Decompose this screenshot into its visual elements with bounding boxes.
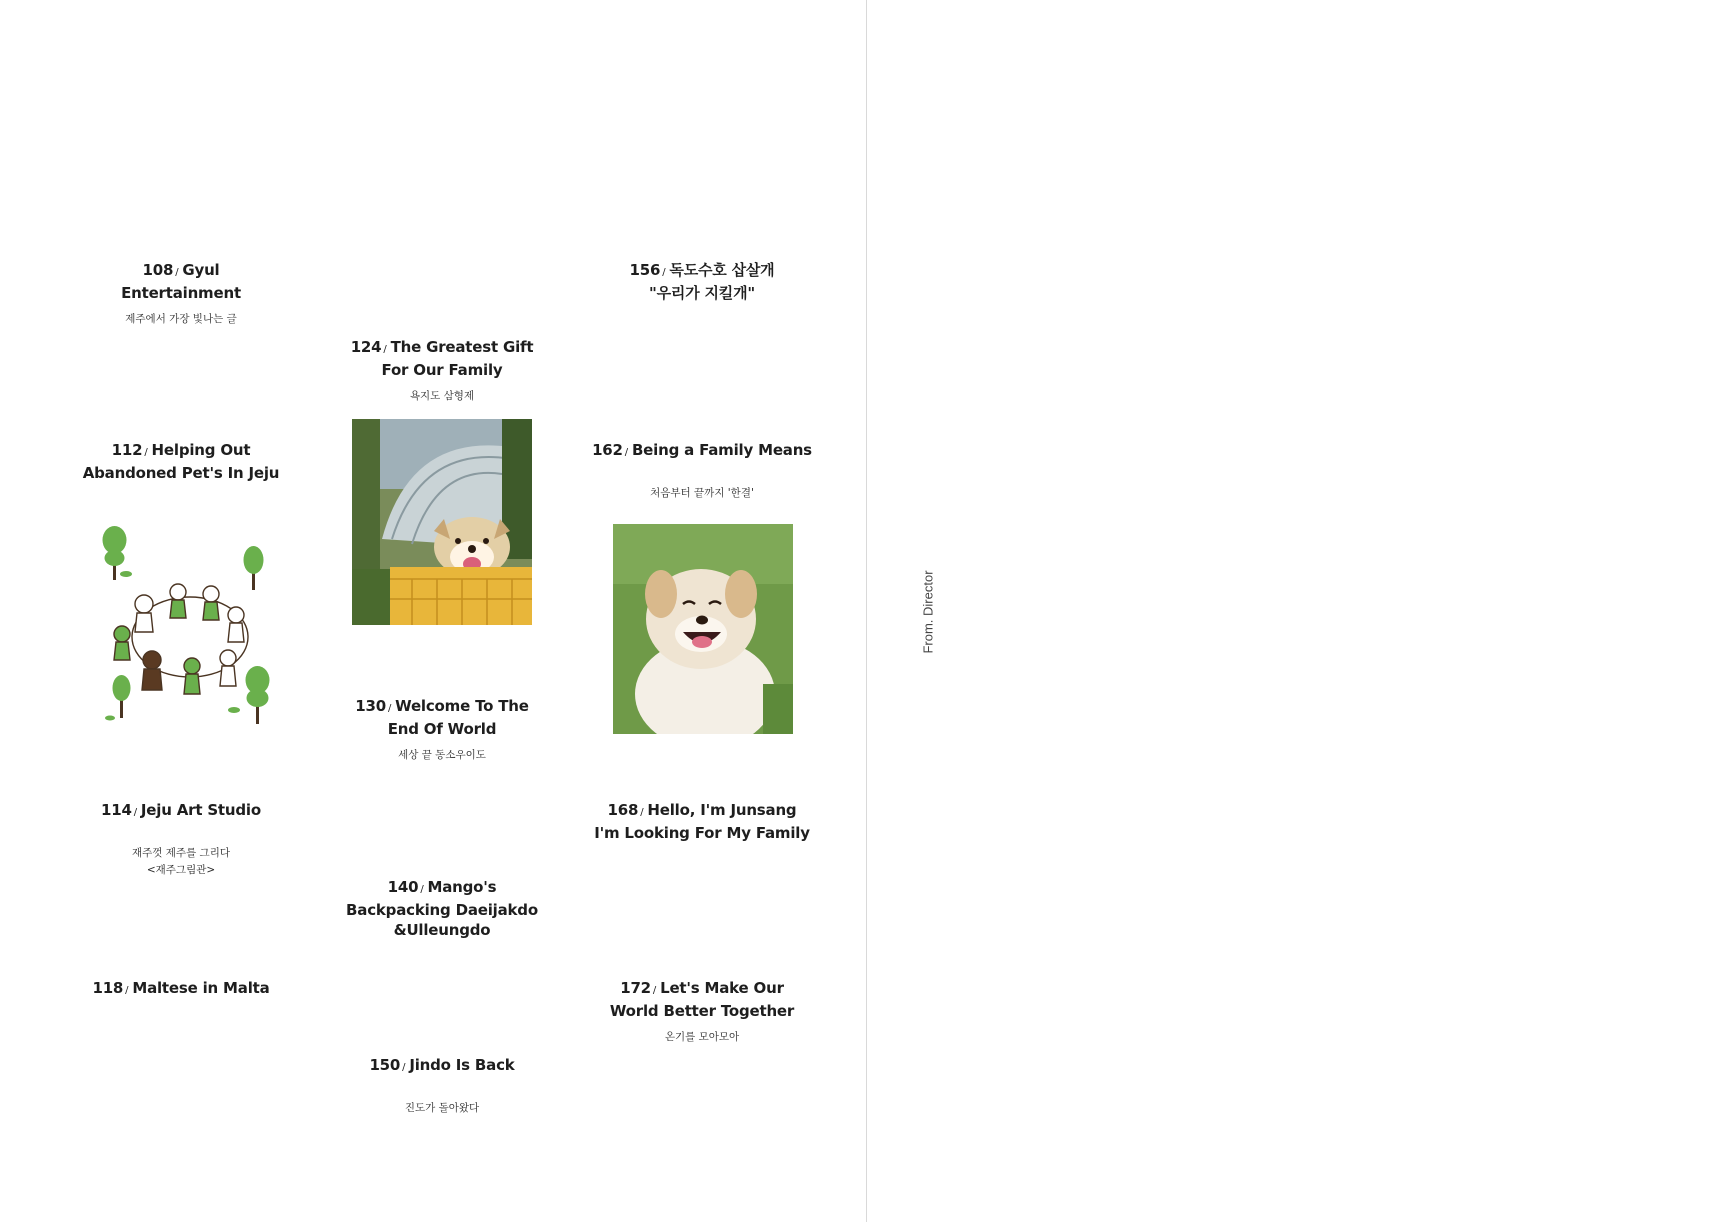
figure-icon [114,584,244,694]
page-number: 150 [369,1056,401,1074]
entry-subtitle: 제주에서 가장 빛나는 글 [125,313,237,325]
page-number: 114 [101,801,132,819]
entry-heading: Let's Make Our World Better Together [609,979,795,1020]
entry-heading: Welcome To The End Of World [387,697,529,738]
entry-heading: The Greatest Gift For Our Family [381,338,534,379]
entry-title: 108 / Gyul Entertainment [121,261,241,302]
page-number: 162 [592,441,623,459]
entry-title: 168 / Hello, I'm Junsang I'm Looking For My Family [594,801,810,842]
entry-156[interactable] [587,260,817,303]
entry-title: 114 / Jeju Art Studio [101,801,261,819]
entry-140[interactable] [327,877,557,940]
entry-124[interactable] [327,337,557,405]
entry-heading: Hello, I'm Junsang I'm Looking For My Family [594,801,810,842]
entry-subtitle: 온기를 모아모아 [664,1031,740,1043]
entry-130[interactable] [327,696,557,764]
page-number: 112 [111,441,143,459]
entry-heading: Jindo Is Back [409,1056,515,1074]
entry-162[interactable] [587,440,817,502]
entry-subtitle: 진도가 돌아왔다 [404,1102,480,1114]
page-number: 168 [607,801,639,819]
entry-title: 130 / Welcome To The End Of World [355,697,529,738]
entry-subtitle: 세상 끝 동소우이도 [398,749,486,761]
entry-title: 172 / Let's Make Our World Better Together [609,979,795,1020]
entry-heading: Mango's Backpacking Daeijakdo &Ulleungdo [346,878,538,939]
dog-in-crate-photo [352,419,532,625]
entry-114[interactable] [66,800,296,879]
entry-heading: Gyul Entertainment [121,261,241,302]
entry-heading: Being a Family Means [631,441,812,459]
page-number: 156 [629,261,661,279]
entry-title: 112 / Helping Out Abandoned Pet's In Jeju [82,441,280,482]
entry-subtitle: 처음부터 끝까지 '한결' [650,487,754,499]
entry-title: 118 / Maltese in Malta [92,979,270,997]
entry-118[interactable] [66,978,296,1001]
page-number: 108 [142,261,174,279]
entry-heading: Maltese in Malta [132,979,270,997]
page-number: 118 [92,979,124,997]
smiling-dog-photo [613,524,793,734]
entry-heading: 독도수호 삽살개 "우리가 지킬개" [649,261,775,302]
director-vertical-label: From. Director [920,570,936,654]
page-number: 124 [350,338,382,356]
entry-108[interactable] [66,260,296,328]
tree-icon [246,666,270,724]
entry-112[interactable] [66,440,296,483]
page-number: 130 [355,697,386,715]
page-number: 140 [387,878,419,896]
page-number: 172 [620,979,651,997]
entry-172[interactable] [587,978,817,1046]
entry-title: 140 / Mango's Backpacking Daeijakdo &Ulleungdo [346,878,538,939]
right-page [868,0,1734,1222]
entry-subtitle: 재주껏 제주를 그리다 <재주그림관> [132,847,230,876]
circle-dance-illustration [96,522,276,728]
entry-title: 156 / 독도수호 삽살개 "우리가 지킬개" [629,261,775,302]
entry-150[interactable] [327,1055,557,1117]
entry-title: 150 / Jindo Is Back [369,1056,515,1074]
entry-heading: Jeju Art Studio [140,801,261,819]
tree-icon [113,675,131,718]
entry-title: 124 / The Greatest Gift For Our Family [350,338,534,379]
page-gutter-divider [866,0,867,1222]
tree-icon [244,546,264,590]
entry-168[interactable] [587,800,817,843]
entry-heading: Helping Out Abandoned Pet's In Jeju [82,441,280,482]
entry-title: 162 / Being a Family Means [592,441,812,459]
entry-subtitle: 욕지도 삼형제 [409,390,475,402]
